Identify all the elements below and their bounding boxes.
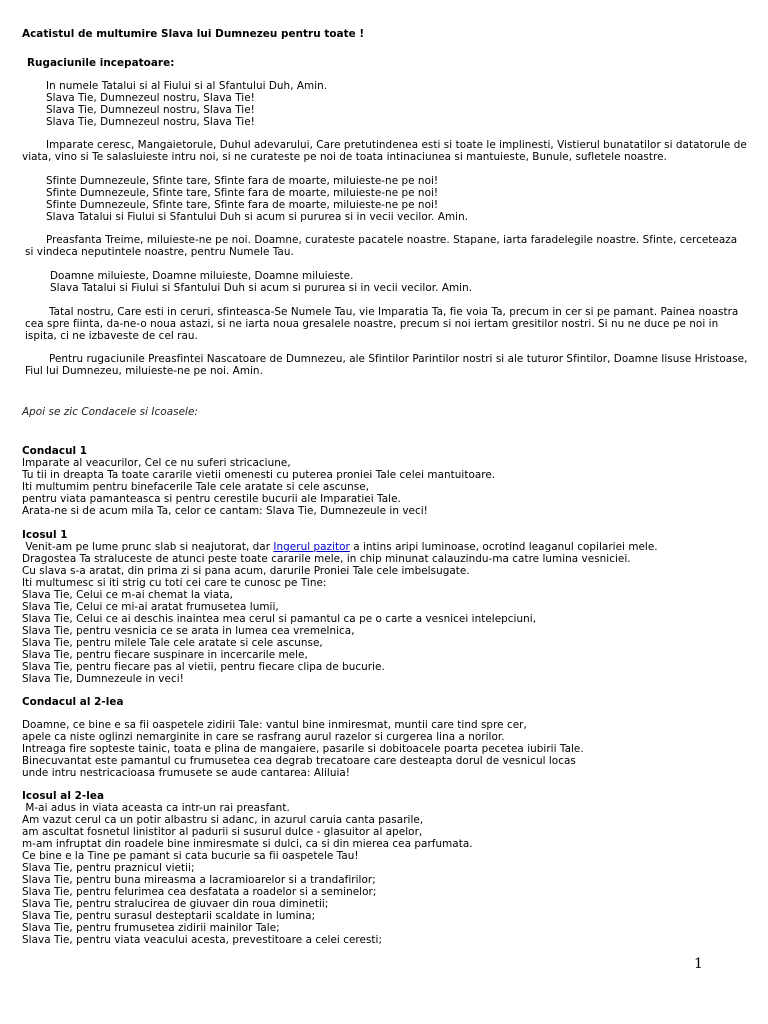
intro-heading: Rugaciunile incepatoare: [27, 57, 175, 69]
prayer-line: In numele Tatalui si al Fiului si al Sfantului Duh, Amin. [46, 80, 328, 92]
icos-line: Slava Tie, Celui ce ai deschis inaintea mea cerul si pamantul ca pe o carte a vesnicei intelepciuni, [22, 613, 537, 625]
prayer-line: Tatal nostru, Care esti in ceruri, sfinteasca-Se Numele Tau, vie Imparatia Ta, fie voia Ta, precum in cer si pe pamant. Painea noastra [49, 306, 739, 318]
icos-2-heading: Icosul al 2-lea [22, 790, 105, 802]
condac-line: pentru viata pamanteasca si pentru cerestile bucurii ale Imparatiei Tale. [22, 493, 401, 505]
prayer-line: Pentru rugaciunile Preasfintei Nascatoare de Dumnezeu, ale Sfintilor Parintilor nostri si ale tuturor Sfintilor, Doamne Iisuse Hristoase, [49, 353, 748, 365]
prayer-line: ispita, ci ne izbaveste de cel rau. [25, 330, 198, 342]
icos-line: Slava Tie, Celui ce m-ai chemat la viata, [22, 589, 234, 601]
icos-line: Slava Tie, pentru milele Tale cele aratate si cele ascunse, [22, 637, 323, 649]
condac-line: Iti multumim pentru binefacerile Tale cele aratate si cele ascunse, [22, 481, 370, 493]
page-number: 1 [694, 956, 703, 972]
prayer-line: Sfinte Dumnezeule, Sfinte tare, Sfinte fara de moarte, miluieste-ne pe noi! [46, 187, 439, 199]
condac-line: Imparate al veacurilor, Cel ce nu suferi stricaciune, [22, 457, 291, 469]
prayer-line: Sfinte Dumnezeule, Sfinte tare, Sfinte fara de moarte, miluieste-ne pe noi! [46, 199, 439, 211]
icos-line: Slava Tie, pentru praznicul vietii; [22, 862, 195, 874]
prayer-line: viata, vino si Te salasluieste intru noi, si ne curateste pe noi de toata intinaciunea si mantuieste, Bunule, sufletele noastre. [22, 151, 667, 163]
icos-1-heading: Icosul 1 [22, 529, 68, 541]
condac-line: unde intru nestricacioasa frumusete se aude cantarea: Aliluia! [22, 767, 351, 779]
icos-line: Ce bine e la Tine pe pamant si cata bucurie sa fii oaspetele Tau! [22, 850, 359, 862]
icos-line: Slava Tie, pentru stralucirea de giuvaer din roua diminetii; [22, 898, 329, 910]
prayer-line: Preasfanta Treime, miluieste-ne pe noi. Doamne, curateste pacatele noastre. Stapane, iarta faradelegile noastre. Sfinte, cerceteaza [46, 234, 738, 246]
condac-line: Tu tii in dreapta Ta toate cararile vietii omenesti cu puterea proniei Tale celei mantuitoare. [22, 469, 496, 481]
icos-line: Slava Tie, pentru fiecare pas al vietii, pentru fiecare clipa de bucurie. [22, 661, 385, 673]
icos-line [22, 541, 658, 553]
icos-line: Slava Tie, pentru fiecare suspinare in incercarile mele, [22, 649, 308, 661]
document-title: Acatistul de multumire Slava lui Dumnezeu pentru toate ! [22, 28, 365, 40]
icos-line: Slava Tie, pentru felurimea cea desfatata a roadelor si a seminelor; [22, 886, 377, 898]
condac-line: Intreaga fire sopteste tainic, toata e plina de mangaiere, pasarile si dobitoacele poarta pecetea iubirii Tale. [22, 743, 584, 755]
prayer-line: Slava Tatalui si Fiului si Sfantului Duh si acum si pururea si in vecii vecilor. Amin. [46, 211, 469, 223]
icos-line: Slava Tie, Dumnezeule in veci! [22, 673, 184, 685]
condac-line: apele ca niste oglinzi nemarginite in care se rasfrang aurul razelor si curgerea lina a norilor. [22, 731, 505, 743]
icos-line-start: Venit-am pe lume prunc slab si neajutorat, dar [22, 541, 274, 553]
icos-line: M-ai adus in viata aceasta ca intr-un rai preasfant. [22, 802, 290, 814]
icos-line: Slava Tie, pentru frumusetea zidirii mainilor Tale; [22, 922, 280, 934]
ingerul-pazitor-link[interactable]: Ingerul pazitor [273, 541, 350, 553]
icos-line: Slava Tie, pentru vesnicia ce se arata in lumea cea vremelnica, [22, 625, 355, 637]
prayer-line: cea spre fiinta, da-ne-o noua astazi, si ne iarta noua gresalele noastre, precum si noi iertam gresitilor nostri. Si nu ne duce pe noi in [25, 318, 719, 330]
icos-line: Iti multumesc si iti strig cu toti cei care te cunosc pe Tine: [22, 577, 327, 589]
prayer-line: Slava Tatalui si Fiului si Sfantului Duh si acum si pururea si in vecii vecilor. Amin. [50, 282, 473, 294]
icos-line-end: a intins aripi luminoase, ocrotind leaganul copilariei mele. [349, 541, 658, 553]
prayer-line: si vindeca neputintele noastre, pentru Numele Tau. [25, 246, 294, 258]
prayer-line: Imparate ceresc, Mangaietorule, Duhul adevarului, Care pretutindenea esti si toate le implinesti, Vistierul bunatatilor si datatorule de [46, 139, 747, 151]
condac-1-heading: Condacul 1 [22, 445, 88, 457]
icos-line: Slava Tie, pentru surasul desteptarii scaldate in lumina; [22, 910, 316, 922]
condacul-intro-note: Apoi se zic Condacele si Icoasele: [22, 406, 198, 418]
prayer-line: Slava Tie, Dumnezeul nostru, Slava Tie! [46, 104, 255, 116]
condac-line: Arata-ne si de acum mila Ta, celor ce cantam: Slava Tie, Dumnezeule in veci! [22, 505, 428, 517]
icos-line: Am vazut cerul ca un potir albastru si adanc, in azurul caruia canta pasarile, [22, 814, 424, 826]
condac-line: Binecuvantat este pamantul cu frumusetea cea degrab trecatoare care desteapta dorul de vesnicul locas [22, 755, 576, 767]
prayer-line: Sfinte Dumnezeule, Sfinte tare, Sfinte fara de moarte, miluieste-ne pe noi! [46, 175, 439, 187]
prayer-line: Slava Tie, Dumnezeul nostru, Slava Tie! [46, 116, 255, 128]
icos-line: Slava Tie, pentru buna mireasma a lacramioarelor si a trandafirilor; [22, 874, 376, 886]
prayer-line: Doamne miluieste, Doamne miluieste, Doamne miluieste. [50, 270, 354, 282]
icos-line: m-am infruptat din roadele bine inmiresmate si dulci, ca si din mierea cea parfumata. [22, 838, 473, 850]
prayer-line: Slava Tie, Dumnezeul nostru, Slava Tie! [46, 92, 255, 104]
condac-2-heading: Condacul al 2-lea [22, 696, 124, 708]
condac-line: Doamne, ce bine e sa fii oaspetele zidirii Tale: vantul bine inmiresmat, muntii care tind spre cer, [22, 719, 527, 731]
prayer-line: Fiul lui Dumnezeu, miluieste-ne pe noi. Amin. [25, 365, 263, 377]
icos-line: Cu slava s-a aratat, din prima zi si pana acum, darurile Proniei Tale cele imbelsugate. [22, 565, 470, 577]
icos-line: Slava Tie, pentru viata veacului acesta, prevestitoare a celei ceresti; [22, 934, 383, 946]
icos-line: am ascultat fosnetul linistitor al padurii si susurul dulce - glasuitor al apelor, [22, 826, 423, 838]
icos-line: Slava Tie, Celui ce mi-ai aratat frumusetea lumii, [22, 601, 279, 613]
icos-line: Dragostea Ta straluceste de atunci peste toate cararile mele, in chip minunat calauzindu-ma catre lumina vesniciei. [22, 553, 631, 565]
